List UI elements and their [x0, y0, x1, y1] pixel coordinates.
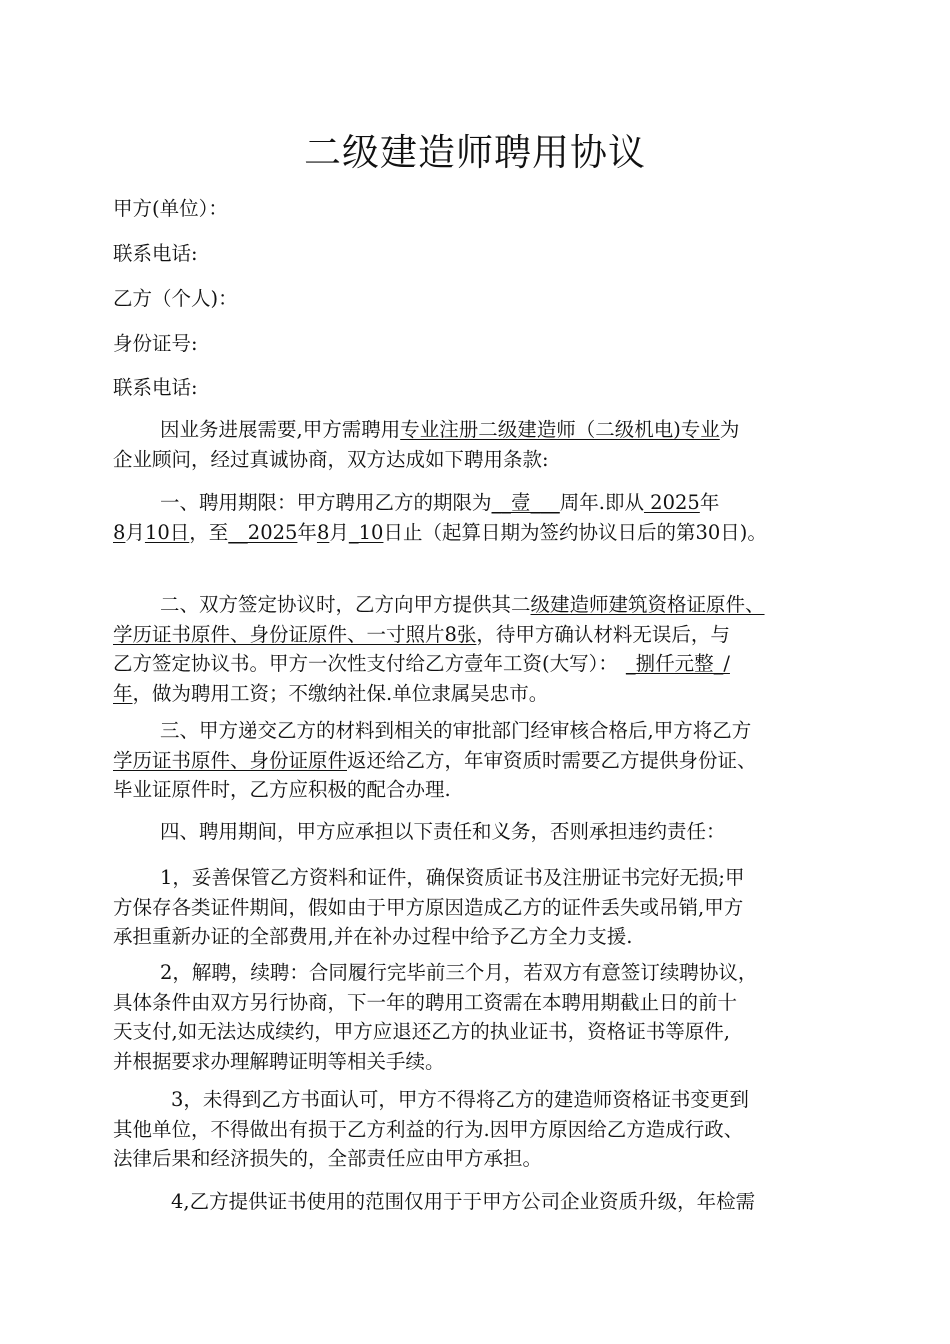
clause4-heading: 四、聘用期间，甲方应承担以下责任和义务，否则承担违约责任：: [160, 820, 726, 843]
intro-line-2: 企业顾问，经过真诚协商，双方达成如下聘用条款:: [113, 447, 549, 471]
party-b-label: 乙方（个人)：: [113, 287, 238, 310]
document-title: 二级建造师聘用协议: [304, 131, 646, 174]
clause-return: [113, 716, 873, 805]
intro-paragraph: [113, 415, 873, 474]
clause2-line-1: 二、双方签定协议时，乙方向甲方提供其二级建造师建筑资格证原件、: [160, 593, 765, 616]
clause2-line-2: 学历证书原件、身份证原件、一寸照片8张，待甲方确认材料无误后，与: [113, 622, 730, 646]
start-year-field: 2025: [643, 491, 700, 514]
start-day-field: 10日: [144, 520, 190, 544]
salary-amount-field: _捌仟元整_/: [625, 652, 730, 675]
clause3-line-1: 三、甲方递交乙方的材料到相关的审批部门经审核合格后,甲方将乙方: [160, 719, 752, 742]
position-text: 专业注册二级建造师（二级机电)专业: [400, 418, 720, 441]
start-month-field: 8: [113, 520, 126, 544]
clause2-line-3: 乙方签定协议书。甲方一次性支付给乙方壹年工资(大写）： _捌仟元整_/: [113, 652, 730, 675]
obligation-item-1: 1，妥善保管乙方资料和证件，确保资质证书及注册证书完好无损;甲 方保存各类证件期间，假如由于甲方原因造成乙方的证件丢失或吊销,甲方 承担重新办证的全部费用,并在补办过程中给予乙方全力支援.: [113, 866, 745, 948]
clause3-line-3: 毕业证原件时，乙方应积极的配合办理.: [113, 778, 451, 801]
clause-documents: [113, 590, 873, 708]
term-line-2: 8月10日，至__2025年8月_10日止（起算日期为签约协议日后的第30日)。: [113, 520, 767, 544]
intro-line-1: 因业务进展需要,甲方需聘用专业注册二级建造师（二级机电)专业为: [160, 418, 740, 441]
id-number-label: 身份证号:: [113, 332, 198, 355]
obligation-item-2: 2，解聘，续聘：合同履行完毕前三个月，若双方有意签订续聘协议， 具体条件由双方另行协商，下一年的聘用工资需在本聘用期截止日的前十 天支付,如无法达成续约，甲方应退还乙方的执业证书，资格证书等原件, 并根据要求办理解聘证明等相关手续。: [113, 961, 758, 1073]
term-years-field: __壹___: [491, 491, 560, 514]
obligation-item-3: 3，未得到乙方书面认可，甲方不得将乙方的建造师资格证书变更到 其他单位，不得做出有损于乙方利益的行为.因甲方原因给乙方造成行政、 法律后果和经济损失的，全部责任应由甲方承担。: [113, 1088, 749, 1170]
phone-b-label: 联系电话:: [113, 376, 198, 399]
clause-term: [113, 488, 873, 547]
clause3-line-2: 学历证书原件、身份证原件返还给乙方，年审资质时需要乙方提供身份证、: [113, 748, 757, 772]
end-year-field: __2025: [228, 520, 298, 544]
end-month-field: 8: [316, 520, 330, 544]
end-day-field: _10: [348, 520, 384, 544]
term-line-1: 一、聘用期限：甲方聘用乙方的期限为__壹___周年.即从 2025年: [160, 491, 720, 514]
obligation-item-4: 4,乙方提供证书使用的范围仅用于于甲方公司企业资质升级，年检需: [171, 1190, 756, 1213]
clause2-line-4: 年，做为聘用工资；不缴纳社保.单位隶属吴忠市。: [113, 681, 549, 705]
phone-a-label: 联系电话:: [113, 242, 198, 265]
clause-obligations: [113, 817, 873, 847]
party-a-label: 甲方(单位）：: [113, 197, 228, 220]
